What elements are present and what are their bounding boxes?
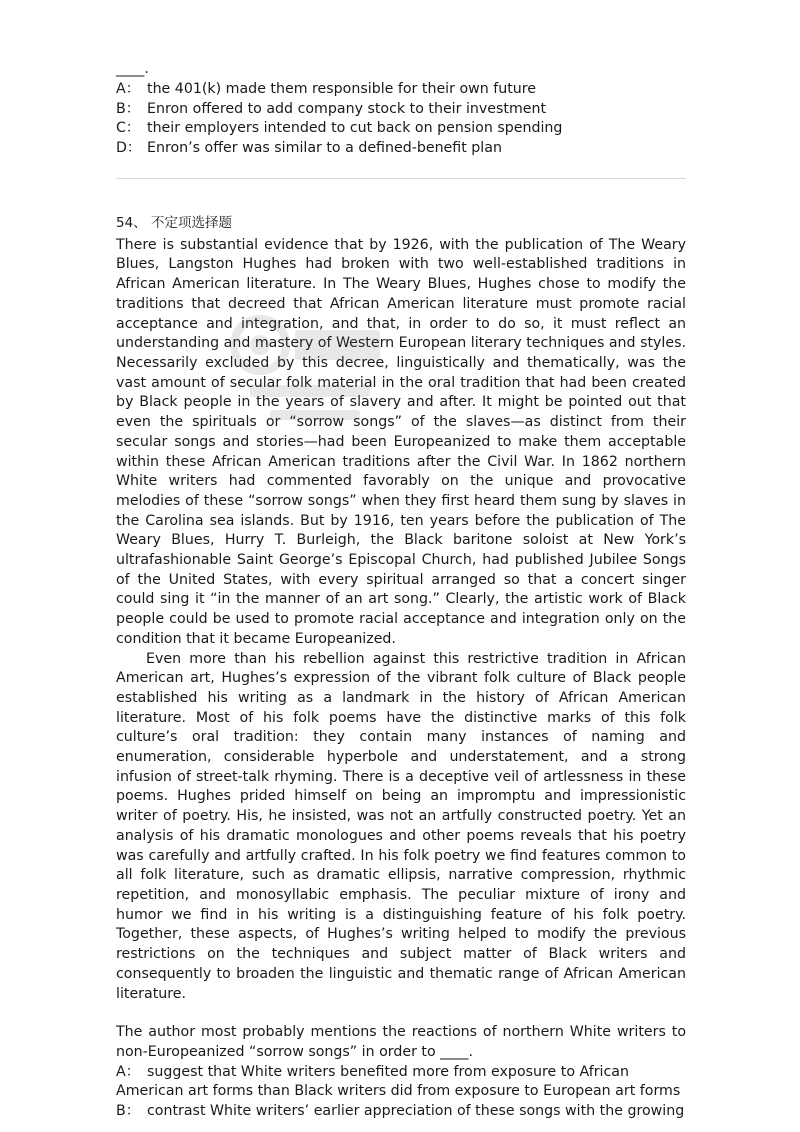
option-a[interactable] bbox=[116, 1063, 686, 1103]
prev-option-a[interactable] bbox=[116, 80, 686, 100]
spacer bbox=[116, 1004, 686, 1023]
option-text: contrast White writers’ earlier appreciation of these songs with the growing bbox=[147, 1103, 685, 1120]
document-page bbox=[116, 60, 686, 1122]
option-text: the 401(k) made them responsible for their own future bbox=[147, 80, 537, 97]
option-b[interactable] bbox=[116, 1102, 686, 1122]
passage-paragraph-2: Even more than his rebellion against this restrictive tradition in African American art, Hughes’s expression of the vibrant folk culture of Black people established his writing as a landmark in the history of African American literature. Most of his folk poems have the distinctive marks of this folk culture’s oral tradition: they contain many instances of naming and enumeration, considerable hyperbole and understatement, and a strong infusion of street-talk rhyming. There is a deceptive veil of artlessness in these poems. Hughes prided himself on being an impromptu and impressionistic writer of poetry. His, he insisted, was not an artfully constructed poetry. Yet an analysis of his dramatic monologues and other poems reveals that his poetry was carefully and artfully crafted. In his folk poetry we find features common to all folk literature, such as dramatic ellipsis, narrative compression, rhythmic repetition, and monosyllabic emphasis. The peculiar mixture of irony and humor we find in his writing is a distinguishing feature of his folk poetry. Together, these aspects, of Hughes’s writing helped to modify the previous restrictions on the techniques and subject matter of Black writers and consequently to broaden the linguistic and thematic range of African American literature. bbox=[116, 650, 686, 1002]
prev-option-d[interactable] bbox=[116, 139, 686, 159]
option-key: B： bbox=[116, 100, 140, 117]
option-text: their employers intended to cut back on pension spending bbox=[147, 120, 563, 137]
passage-paragraph-1: There is substantial evidence that by 1926, with the publication of The Weary Blues, Langston Hughes had broken with two well-established traditions in African American literature. In The Weary Blues, Hughes chose to modify the traditions that decreed that African American literature must promote racial acceptance and integration, and that, in order to do so, it must reflect an understanding and mastery of Western European literary techniques and styles. Necessarily excluded by this decree, linguistically and thematically, was the vast amount of secular folk material in the oral tradition that had been created by Black people in the years of slavery and after. It might be pointed out that even the spirituals or “sorrow songs” of the slaves—as distinct from their secular songs and stories—had been Europeanized to make them acceptable within these African American traditions after the Civil War. In 1862 northern White writers had commented favorably on the unique and provocative melodies of these “sorrow songs” when they first heard them sung by slaves in the Carolina sea islands. But by 1916, ten years before the publication of The Weary Blues, Hurry T. Burleigh, the Black baritone soloist at New York’s ultrafashionable Saint George’s Episcopal Church, had published Jubilee Songs of the United States, with every spiritual arranged so that a concert singer could sing it “in the manner of an art song.” Clearly, the artistic work of Black people could be used to promote racial acceptance and integration only on the condition that it became Europeanized. bbox=[116, 236, 686, 647]
question-stem: The author most probably mentions the reactions of northern White writers to non-Europeanized “sorrow songs” in order to ____. bbox=[116, 1024, 686, 1060]
option-key: C： bbox=[116, 120, 141, 137]
option-key: D： bbox=[116, 140, 142, 157]
option-text: Enron’s offer was similar to a defined-benefit plan bbox=[147, 140, 502, 157]
prev-stem-tail: ____. bbox=[116, 61, 149, 77]
option-text: suggest that White writers benefited more from exposure to African American art forms than Black writers did from exposure to European art forms bbox=[116, 1063, 681, 1100]
prev-option-b[interactable] bbox=[116, 100, 686, 120]
question-divider bbox=[116, 178, 686, 179]
option-key: B： bbox=[116, 1103, 140, 1120]
prev-option-c[interactable] bbox=[116, 119, 686, 139]
option-key: A： bbox=[116, 80, 140, 97]
option-key: A： bbox=[116, 1063, 140, 1080]
question-header: 54、 不定项选择题 bbox=[116, 214, 232, 231]
option-text: Enron offered to add company stock to their investment bbox=[147, 100, 547, 117]
